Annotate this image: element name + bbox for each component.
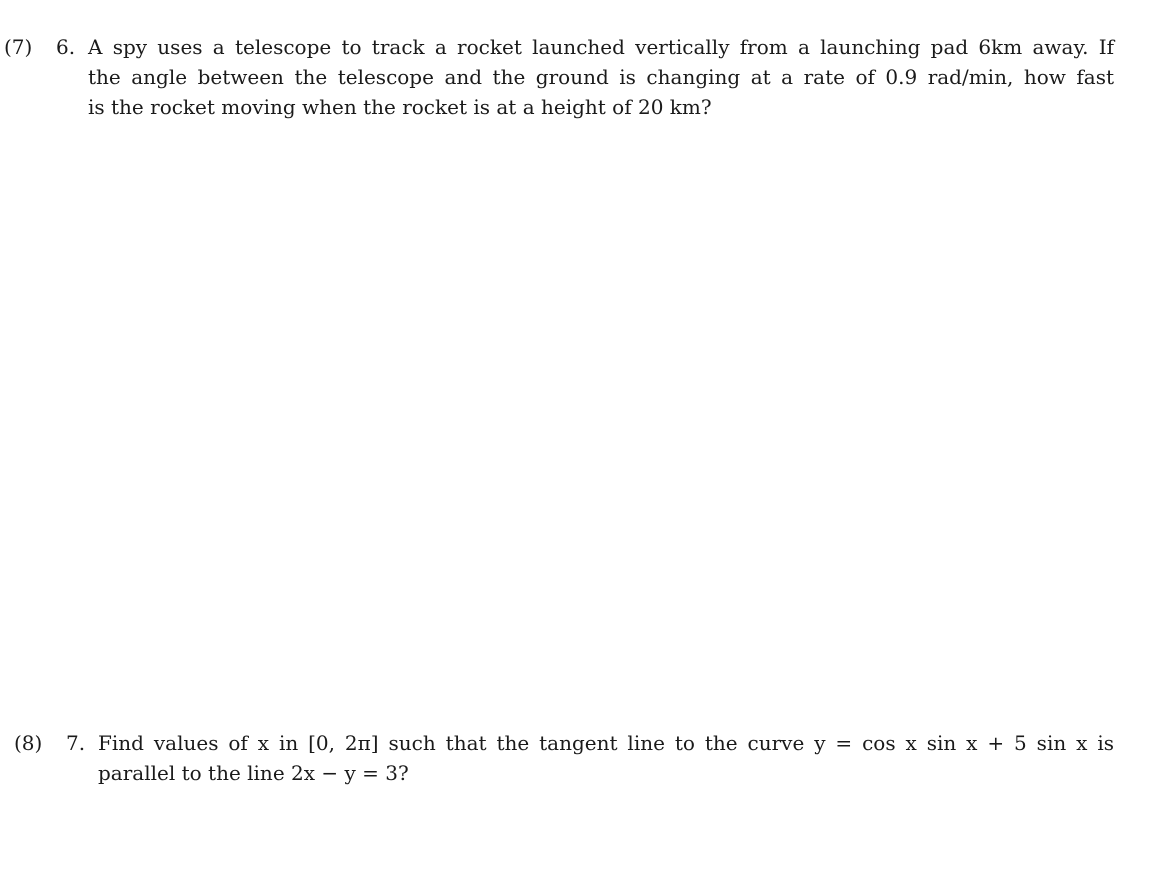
problem-points: (8) <box>14 731 43 755</box>
problem-7 <box>14 728 1114 788</box>
problem-text-line: parallel to the line 2x − y = 3? <box>98 761 409 785</box>
problem-text <box>88 32 1114 122</box>
problem-points: (7) <box>4 35 33 59</box>
problem-number: 6. <box>56 35 76 59</box>
problem-number: 7. <box>66 731 86 755</box>
problem-text-line: is the rocket moving when the rocket is at a height of 20 km? <box>88 95 712 119</box>
problem-text <box>98 728 1114 788</box>
problem-text-line: Find values of x in [0, 2π] such that the tangent line to the curve y = cos x sin x + 5 sin x is <box>98 731 1114 755</box>
problem-6 <box>4 32 1114 122</box>
problem-text-line: the angle between the telescope and the ground is changing at a rate of 0.9 rad/min, how fast <box>88 65 1114 89</box>
problem-text-line: A spy uses a telescope to track a rocket launched vertically from a launching pad 6km away. If <box>88 35 1114 59</box>
